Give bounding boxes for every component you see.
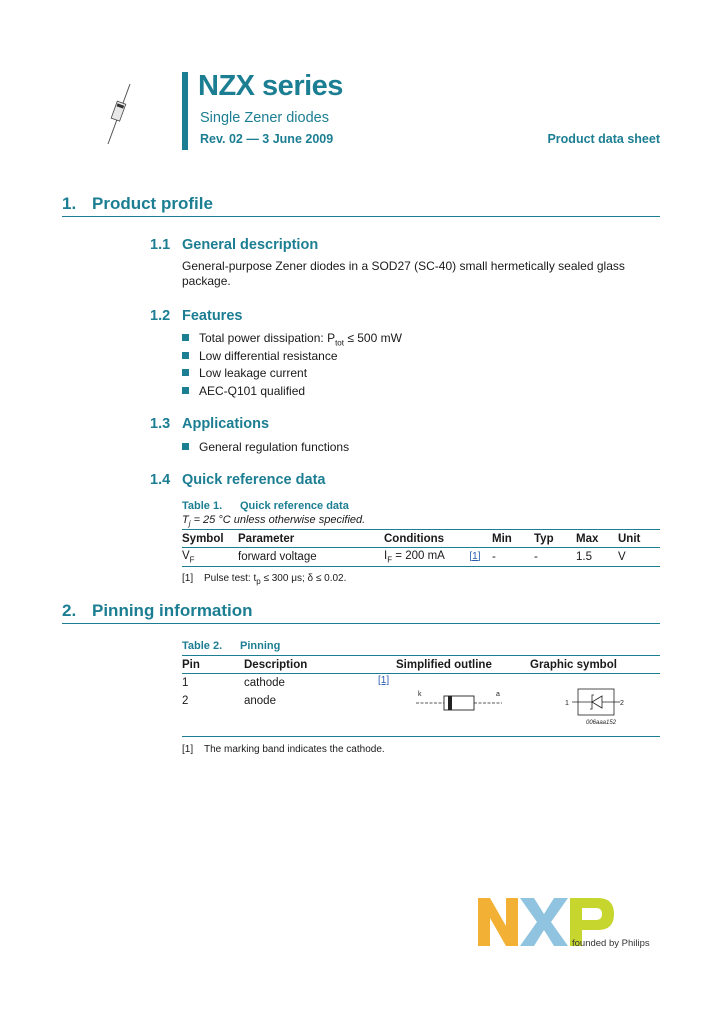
table2-bottom-rule	[182, 736, 660, 737]
symbol-pin2: 2	[620, 700, 624, 707]
table2-footnote: [1] The marking band indicates the cathode.	[182, 744, 385, 755]
table-row: $V_F$ forward voltage $I_F = 200$ mA [1] - - 1.5 V	[182, 549, 626, 565]
feature-item: Total power dissipation: $P_{tot} \le 500$ mW	[182, 331, 402, 347]
feature-item: AEC-Q101 qualified	[182, 384, 305, 398]
logo-tagline: founded by Philips	[572, 938, 650, 949]
feature-item: Low differential resistance	[182, 349, 338, 363]
nxp-logo	[476, 896, 666, 952]
doc-type: Product data sheet	[547, 132, 660, 146]
table1-footnote: [1] Pulse test: $t_p \le 300$ μs; δ ≤ 0.02.	[182, 573, 347, 586]
simplified-outline-drawing	[414, 690, 514, 716]
page-subtitle: Single Zener diodes	[200, 110, 329, 126]
applications-heading: 1.3 Applications	[150, 416, 270, 432]
footnote-ref-link[interactable]: [1]	[469, 550, 481, 562]
table1-bottom-rule	[182, 566, 660, 567]
section2-rule	[62, 623, 660, 624]
general-description-heading: 1.1 General description	[150, 237, 319, 253]
revision-text: Rev. 02 — 3 June 2009	[200, 132, 334, 146]
quick-reference-heading: 1.4 Quick reference data	[150, 472, 326, 488]
table2-caption: Table 2. Pinning	[182, 640, 281, 652]
section1-rule	[62, 216, 660, 217]
section2-heading: 2. Pinning information	[62, 601, 253, 620]
zener-graphic-symbol	[562, 686, 642, 728]
outline-k-label: k	[418, 691, 422, 698]
application-item: General regulation functions	[182, 440, 349, 454]
quick-reference-table	[182, 530, 660, 566]
page-title: NZX series	[198, 70, 343, 102]
table-row: 2 anode	[182, 695, 276, 707]
general-description-text: General-purpose Zener diodes in a SOD27 (SC-40) small hermetically sealed glass package.	[182, 259, 625, 288]
revision-row	[200, 132, 660, 146]
table-row: 1 cathode	[182, 677, 285, 689]
table1-caption: Table 1. Quick reference data	[182, 500, 349, 512]
symbol-pin1: 1	[565, 700, 569, 707]
features-heading: 1.2 Features	[150, 308, 243, 324]
feature-item: Low leakage current	[182, 366, 307, 380]
diode-illustration	[100, 80, 140, 150]
outline-footnote-ref[interactable]: [1]	[378, 675, 390, 686]
outline-a-label: a	[496, 691, 500, 698]
symbol-code: 006aaa152	[586, 720, 617, 726]
table-header-row: Symbol Parameter Conditions Min Typ Max Unit	[182, 530, 660, 548]
table1-note: $T_j = 25$ °C unless otherwise specified.	[182, 514, 366, 529]
section1-heading: 1. Product profile	[62, 194, 213, 213]
table-header-row: Pin Description Simplified outline Graphic symbol	[182, 656, 660, 674]
title-bar-accent	[182, 72, 188, 150]
